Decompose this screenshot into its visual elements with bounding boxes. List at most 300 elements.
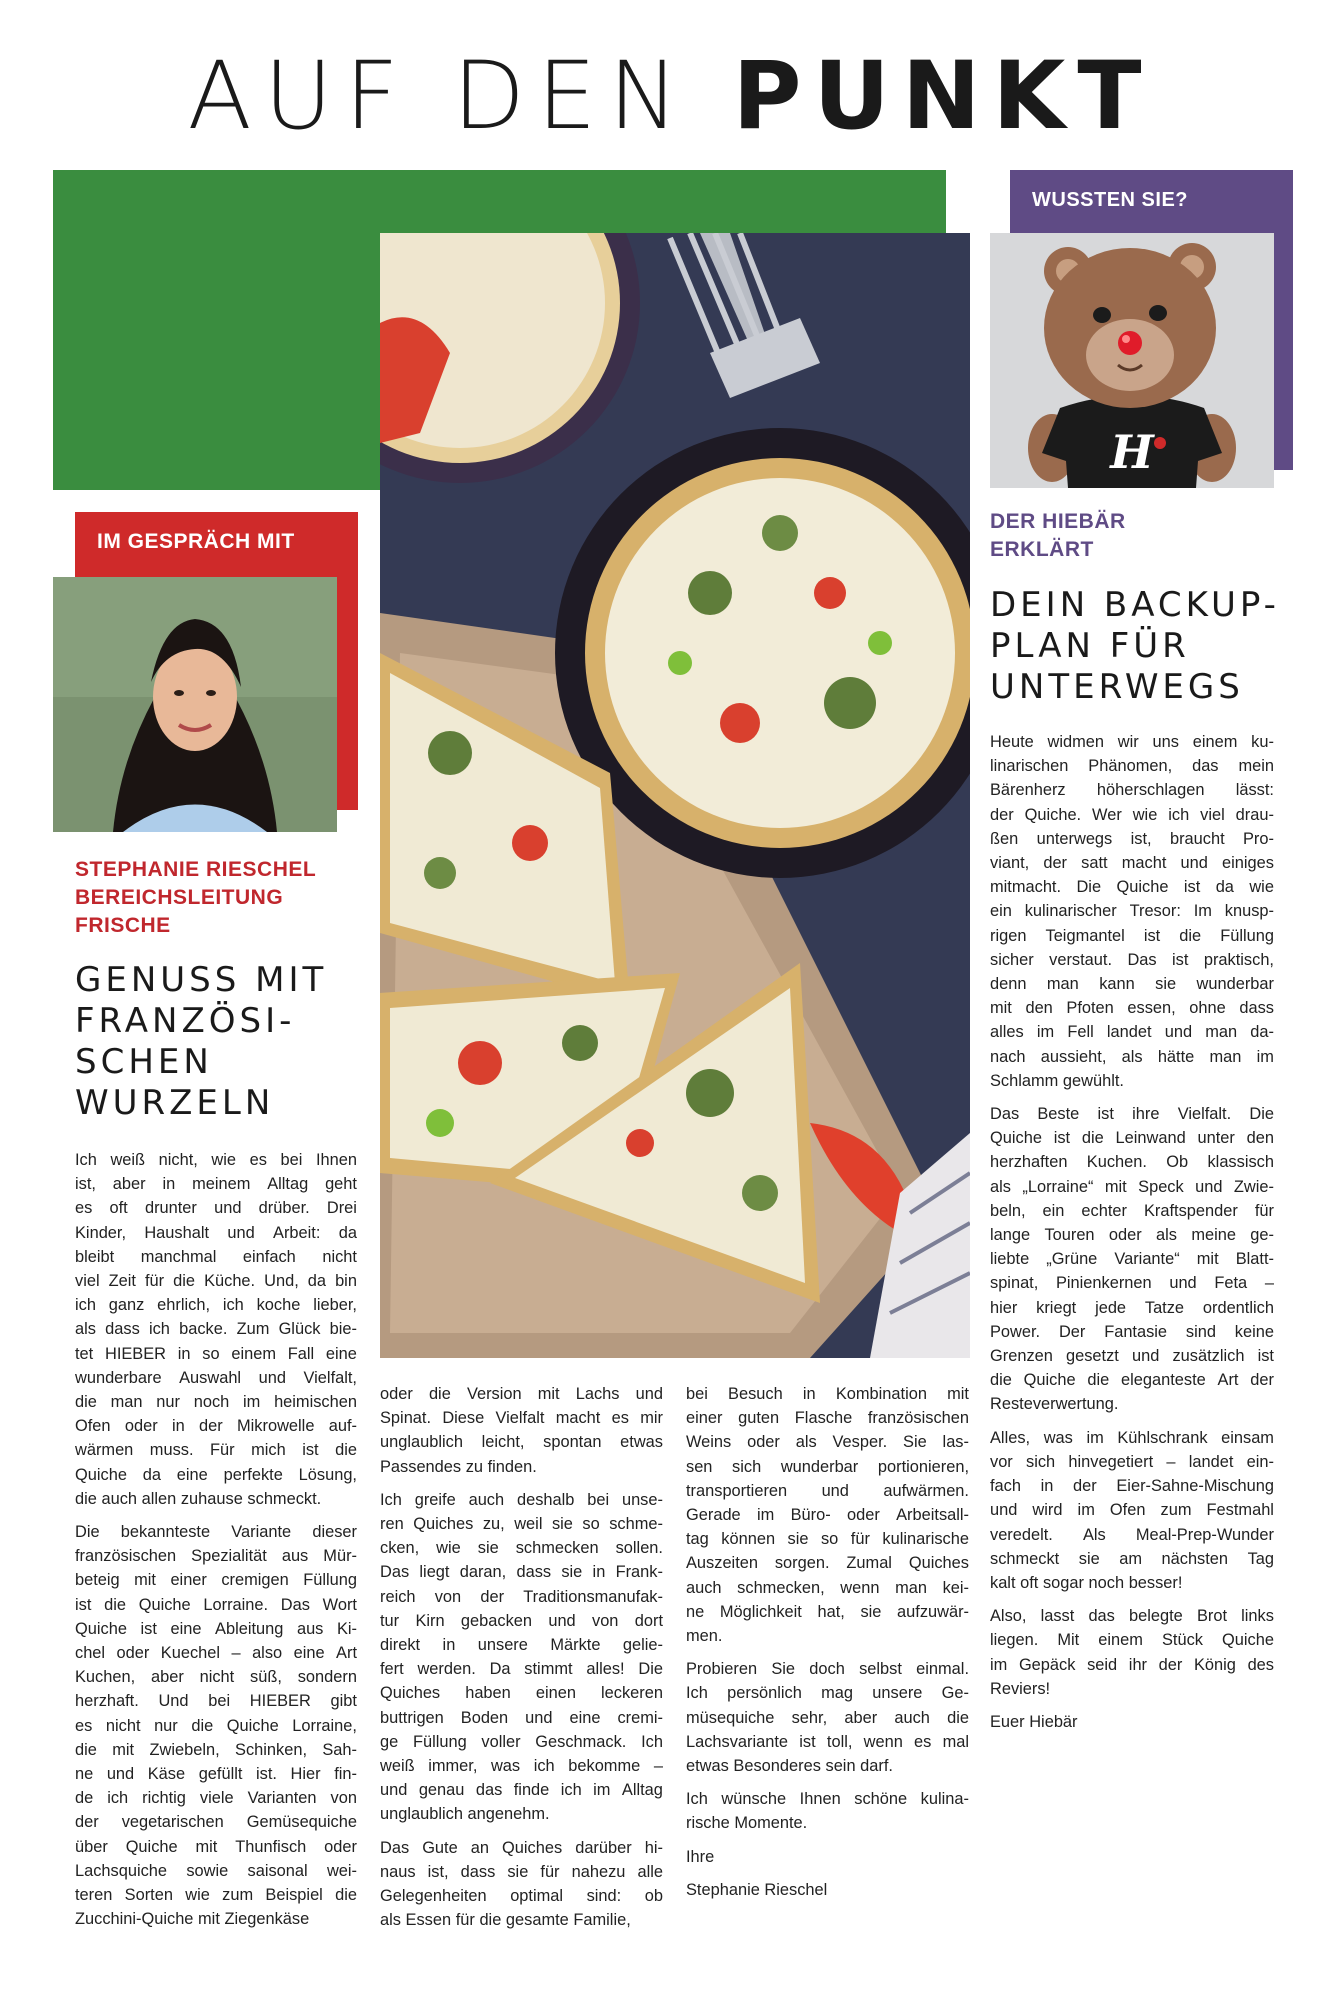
word: Kuchen,: [75, 1668, 136, 1687]
text-line: [75, 1196, 357, 1220]
word: Power.: [990, 1322, 1041, 1341]
word: reich: [380, 1587, 416, 1606]
word: wunderbar: [780, 1457, 859, 1476]
headline-line: FRANZÖSI-: [75, 1001, 296, 1041]
quiche-photo: [380, 233, 970, 1358]
word: allen: [141, 1489, 177, 1508]
word: mit: [1196, 1250, 1219, 1269]
word: Traditionsmanufak-: [523, 1587, 663, 1606]
word: Variante: [231, 1523, 292, 1542]
word: ihr: [1128, 1655, 1148, 1674]
word: die: [335, 1441, 357, 1460]
word: nahezu: [571, 1862, 626, 1881]
word: Heute: [990, 733, 1034, 751]
word: für: [540, 1862, 560, 1881]
word: dass: [1239, 999, 1274, 1018]
word: mit: [112, 1740, 135, 1759]
word: oder: [380, 1385, 413, 1403]
word: schmecken,: [737, 1578, 825, 1597]
word: gibt: [330, 1692, 357, 1711]
word: in: [442, 1636, 456, 1655]
word: und: [1169, 1274, 1197, 1293]
word: „Lorraine“: [1022, 1177, 1094, 1196]
text-line: [380, 1778, 663, 1802]
word: auch: [468, 1490, 505, 1509]
word: denn: [990, 975, 1027, 994]
word: cken,: [380, 1539, 420, 1558]
headline-line: UNTERWEGS: [990, 667, 1244, 707]
word: Die: [75, 1523, 100, 1542]
word: Quiche: [75, 1619, 127, 1638]
text-line: [686, 1878, 969, 1902]
word: dort: [634, 1611, 663, 1630]
sidebar-column: [990, 730, 1274, 1743]
word: men.: [686, 1627, 723, 1646]
word: ich: [75, 1296, 96, 1315]
word: man: [110, 1393, 143, 1412]
word: ist: [1097, 1105, 1114, 1124]
word: Das: [380, 1563, 410, 1582]
article-column-3: [686, 1382, 969, 1911]
word: wenn: [863, 1732, 903, 1751]
word: was: [1043, 1428, 1073, 1447]
text-line: [990, 1199, 1274, 1223]
text-line: [990, 1271, 1274, 1295]
word: leicht,: [481, 1433, 525, 1452]
word: Reviers!: [990, 1679, 1051, 1698]
word: Probieren: [686, 1660, 758, 1679]
word: Ich: [686, 1684, 708, 1703]
word: nur: [154, 1716, 178, 1735]
text-line: [380, 1908, 663, 1932]
word: Kuechel: [160, 1644, 221, 1663]
hiebaer-explains-label: [990, 508, 1126, 564]
word: muss.: [149, 1441, 194, 1460]
word: mit: [198, 1910, 220, 1929]
word: Euer: [990, 1712, 1025, 1731]
word: Das: [280, 1595, 310, 1614]
word: Das: [990, 1105, 1020, 1124]
word: darüber: [575, 1838, 632, 1857]
word: Varianten: [247, 1789, 317, 1808]
word: Ich: [75, 1151, 97, 1169]
word: gefüllt: [198, 1765, 243, 1784]
word: die: [173, 1272, 196, 1291]
word: im: [1256, 1047, 1274, 1066]
word: Hier: [290, 1765, 321, 1784]
text-line: [380, 1706, 663, 1730]
word: die: [75, 1489, 97, 1508]
headline-line: GENUSS MIT: [75, 960, 328, 1000]
word: tag: [686, 1530, 709, 1549]
text-line: [75, 1835, 357, 1859]
word: ist: [1053, 1129, 1071, 1148]
word: ihre: [1132, 1105, 1160, 1124]
word: Kombination: [835, 1385, 927, 1403]
word: bleibt: [75, 1247, 115, 1266]
word: ob: [644, 1887, 663, 1906]
word: Boden: [460, 1708, 509, 1727]
word: unglaublich: [380, 1433, 463, 1452]
word: jede: [1095, 1298, 1127, 1317]
masthead-light: AUF DEN: [187, 42, 691, 151]
word: sie: [1155, 975, 1177, 994]
word: die: [990, 1371, 1012, 1390]
text-line: [990, 1571, 1274, 1595]
word: da: [1215, 878, 1234, 897]
word: nach: [990, 1047, 1026, 1066]
word: Kraftspender: [1143, 1201, 1238, 1220]
word: saisonal: [247, 1861, 308, 1880]
word: besser!: [1128, 1573, 1183, 1592]
word: und: [821, 1481, 849, 1500]
word: Zeit: [108, 1272, 136, 1291]
word: ganz: [108, 1296, 145, 1315]
word: in: [162, 1175, 176, 1194]
word: bei: [280, 1151, 303, 1169]
text-line: [380, 1382, 663, 1406]
word: höherschlagen: [1096, 781, 1205, 800]
text-line: [75, 1593, 357, 1617]
sub-line: ERKLÄRT: [990, 538, 1094, 561]
word: Zwie-: [1233, 1177, 1274, 1196]
word: ren: [380, 1515, 404, 1534]
word: auf-: [328, 1417, 357, 1436]
word: Grenzen: [990, 1347, 1053, 1366]
word: Ofen: [75, 1417, 111, 1436]
word: ich: [560, 1781, 582, 1800]
word: ich: [148, 1320, 170, 1339]
word: Gepäck: [1018, 1655, 1076, 1674]
word: Ich: [686, 1790, 708, 1809]
text-line: [380, 1633, 663, 1657]
word: greife: [414, 1490, 456, 1509]
word: als: [990, 1177, 1011, 1196]
word: wie: [1249, 878, 1274, 897]
word: Tresor:: [1129, 902, 1181, 921]
word: zum: [1160, 1501, 1192, 1520]
word: von: [330, 1789, 357, 1808]
word: Hiebär: [1029, 1712, 1078, 1731]
word: Thunfisch: [235, 1837, 307, 1856]
word: ge: [380, 1732, 399, 1751]
word: als: [1121, 1047, 1143, 1066]
text-line: [75, 1293, 357, 1317]
paragraph: [380, 1836, 663, 1933]
did-you-know-tag: WUSSTEN SIE?: [1032, 189, 1189, 211]
word: kriegt: [1036, 1298, 1077, 1317]
word: wie: [211, 1151, 237, 1169]
word: Vielfalt,: [303, 1368, 357, 1387]
word: und: [548, 1611, 576, 1630]
word: Frank-: [615, 1563, 663, 1582]
word: viant,: [990, 854, 1030, 873]
text-line: [990, 899, 1274, 923]
word: bei: [686, 1385, 708, 1403]
word: etwas: [686, 1757, 729, 1776]
text-line: [75, 1463, 357, 1487]
word: da: [307, 1272, 327, 1291]
text-line: [686, 1657, 969, 1681]
word: in: [592, 1563, 606, 1582]
text-line: [75, 1544, 357, 1568]
word: transportieren: [686, 1481, 788, 1500]
word: braucht: [1169, 829, 1225, 848]
word: wie: [1132, 805, 1158, 824]
word: kulina-: [920, 1790, 969, 1809]
word: Schlamm: [990, 1071, 1059, 1090]
word: der: [1073, 1477, 1097, 1496]
text-line: [75, 1762, 357, 1786]
text-line: [686, 1455, 969, 1479]
word: bie-: [329, 1320, 357, 1339]
word: Füllung: [303, 1571, 357, 1590]
word: aufzuwär-: [897, 1602, 969, 1621]
paragraph: [990, 730, 1274, 1093]
text-line: [75, 1414, 357, 1438]
word: ist: [1257, 1347, 1274, 1366]
word: Ge-: [941, 1684, 969, 1703]
text-line: [75, 1487, 357, 1511]
word: die: [1081, 1129, 1104, 1148]
word: Quiches: [908, 1554, 969, 1573]
word: es: [249, 1151, 267, 1169]
word: wie: [185, 1886, 210, 1905]
text-line: [990, 1392, 1274, 1416]
word: Das: [380, 1838, 410, 1857]
word: das: [1192, 757, 1219, 776]
text-line: [380, 1657, 663, 1681]
word: kalt: [990, 1573, 1016, 1592]
text-line: [990, 1126, 1274, 1150]
word: Sie: [903, 1433, 927, 1452]
word: Ableitung: [215, 1619, 284, 1638]
word: oder: [747, 1433, 780, 1452]
name-line: STEPHANIE RIESCHEL: [75, 858, 317, 881]
word: viel: [75, 1272, 100, 1291]
word: ge-: [1250, 1226, 1274, 1245]
word: einem: [231, 1344, 276, 1363]
word: bekomme: [568, 1757, 641, 1776]
word: wenn: [840, 1578, 880, 1597]
word: am: [1119, 1549, 1142, 1568]
word: Momente.: [734, 1814, 808, 1833]
word: Speck: [1138, 1177, 1184, 1196]
word: die: [191, 1716, 214, 1735]
word: mag: [821, 1684, 854, 1703]
word: Mür-: [323, 1547, 357, 1566]
word: Pro-: [1243, 829, 1274, 848]
word: Lachsvariante: [686, 1732, 789, 1751]
word: Bärenherz: [990, 781, 1066, 800]
word: nächsten: [1161, 1549, 1229, 1568]
word: Als: [1082, 1525, 1106, 1544]
word: doch: [809, 1660, 845, 1679]
word: etwas: [620, 1433, 663, 1452]
word: Zwiebeln,: [149, 1740, 220, 1759]
word: mit: [134, 1571, 156, 1590]
word: mal: [942, 1732, 969, 1751]
paragraph: [75, 1148, 357, 1511]
word: macht: [1121, 854, 1167, 873]
text-line: [75, 1390, 357, 1414]
word: liegen.: [990, 1631, 1039, 1650]
word: essen,: [1127, 999, 1176, 1018]
word: wird: [1032, 1501, 1063, 1520]
word: Für: [210, 1441, 235, 1460]
word: viele: [199, 1789, 234, 1808]
word: ist: [1143, 926, 1161, 945]
word: einfach: [242, 1247, 296, 1266]
word: Phänomen,: [1088, 757, 1173, 776]
text-line: [990, 996, 1274, 1020]
word: Spezialität: [191, 1547, 267, 1566]
word: die: [1179, 926, 1202, 945]
text-line: [990, 1710, 1274, 1734]
word: spontan: [543, 1433, 602, 1452]
text-line: [380, 1884, 663, 1908]
word: uns: [1152, 733, 1179, 751]
word: Quiche: [138, 1595, 191, 1614]
word: von: [592, 1611, 619, 1630]
word: weiß: [380, 1757, 415, 1776]
word: wunderbare: [75, 1368, 162, 1387]
word: Käse: [147, 1765, 186, 1784]
word: zu: [465, 1457, 484, 1476]
headline-line: PLAN FÜR: [990, 626, 1190, 666]
text-line: [686, 1382, 969, 1406]
word: schme-: [609, 1515, 663, 1534]
word: aber: [150, 1668, 184, 1687]
word: Lorraine,: [292, 1716, 357, 1735]
word: Ziegenkäse: [224, 1910, 310, 1929]
word: sie: [551, 1515, 573, 1534]
word: landet: [1188, 1452, 1234, 1471]
word: Wer: [1092, 805, 1122, 824]
text-line: [380, 1730, 663, 1754]
quiche-illustration: [380, 233, 970, 1358]
word: viel: [1200, 805, 1225, 824]
word: deshalb: [516, 1490, 575, 1509]
word: französischen: [867, 1409, 969, 1428]
word: man: [1205, 1023, 1238, 1042]
word: Da: [489, 1660, 511, 1679]
word: Fantasie: [1104, 1322, 1168, 1341]
word: Festmahl: [1206, 1501, 1274, 1520]
word: vor: [990, 1452, 1013, 1471]
word: Drei: [326, 1199, 357, 1218]
word: Küche.: [204, 1272, 256, 1291]
text-line: [990, 1653, 1274, 1677]
word: noch: [1088, 1573, 1125, 1592]
word: tet: [75, 1344, 94, 1363]
word: Teigmantel: [1045, 926, 1125, 945]
word: der: [1043, 854, 1068, 873]
word: und: [1195, 1177, 1223, 1196]
text-line: [686, 1406, 969, 1430]
text-line: [686, 1845, 969, 1869]
word: Tag: [1247, 1549, 1274, 1568]
word: naus: [380, 1862, 416, 1881]
article-headline: [75, 960, 365, 1124]
word: für: [1254, 1201, 1274, 1220]
word: der: [1158, 1655, 1183, 1674]
word: haben: [465, 1684, 511, 1703]
word: Touren: [1044, 1226, 1095, 1245]
article-column-2: [380, 1382, 663, 1941]
word: Quiche: [1222, 1631, 1274, 1650]
word: und: [380, 1781, 408, 1800]
word: direkt: [380, 1636, 421, 1655]
word: Die: [1249, 1105, 1274, 1124]
word: Zumal: [846, 1554, 892, 1573]
word: ein-: [1246, 1452, 1274, 1471]
word: ßen: [990, 829, 1019, 848]
word: unter: [1197, 1129, 1235, 1148]
word: sie: [507, 1862, 529, 1881]
word: drunter: [144, 1199, 197, 1218]
word: eine: [293, 1644, 325, 1663]
word: es: [75, 1716, 93, 1735]
text-line: [75, 1689, 357, 1713]
word: werden.: [417, 1660, 476, 1679]
word: daran,: [459, 1563, 507, 1582]
word: hat,: [817, 1602, 845, 1621]
word: schmeckt: [990, 1549, 1060, 1568]
word: Der: [1058, 1322, 1086, 1341]
word: die: [335, 1886, 357, 1905]
sidebar-headline: [990, 585, 1290, 708]
word: oder: [847, 1506, 880, 1525]
word: mit: [990, 999, 1012, 1018]
word: Und: [158, 1692, 189, 1711]
word: fert: [380, 1660, 404, 1679]
word: ist: [75, 1595, 92, 1614]
word: Lachs: [575, 1385, 620, 1403]
word: cremigen: [221, 1571, 289, 1590]
text-line: [75, 1714, 357, 1738]
text-line: [990, 730, 1274, 754]
word: als: [75, 1320, 96, 1339]
word: buttrigen: [380, 1708, 444, 1727]
word: ist: [1172, 950, 1189, 969]
word: ist.: [256, 1765, 277, 1784]
word: ist: [140, 1619, 157, 1638]
word: einem: [1098, 1631, 1143, 1650]
word: Das: [1127, 950, 1157, 969]
word: wir: [1117, 733, 1139, 751]
word: ku-: [1251, 733, 1274, 751]
word: und: [525, 1708, 553, 1727]
text-line: [380, 1560, 663, 1584]
text-line: [75, 1438, 357, 1462]
word: Art: [1217, 1371, 1239, 1390]
word: bin: [335, 1272, 357, 1291]
word: toll,: [826, 1732, 853, 1751]
word: Quiche: [1116, 878, 1169, 897]
word: ich: [107, 1789, 129, 1808]
word: hätte: [1157, 1047, 1195, 1066]
word: lässt:: [1235, 781, 1274, 800]
word: linarischen: [990, 757, 1069, 776]
word: Auszeiten: [686, 1554, 758, 1573]
word: Alltag: [621, 1781, 663, 1800]
paragraph: [686, 1657, 969, 1778]
paragraph: [990, 1604, 1274, 1701]
word: fin-: [334, 1765, 357, 1784]
word: Vielfalt.: [1177, 1105, 1232, 1124]
shirt-logo: H: [1110, 425, 1154, 479]
